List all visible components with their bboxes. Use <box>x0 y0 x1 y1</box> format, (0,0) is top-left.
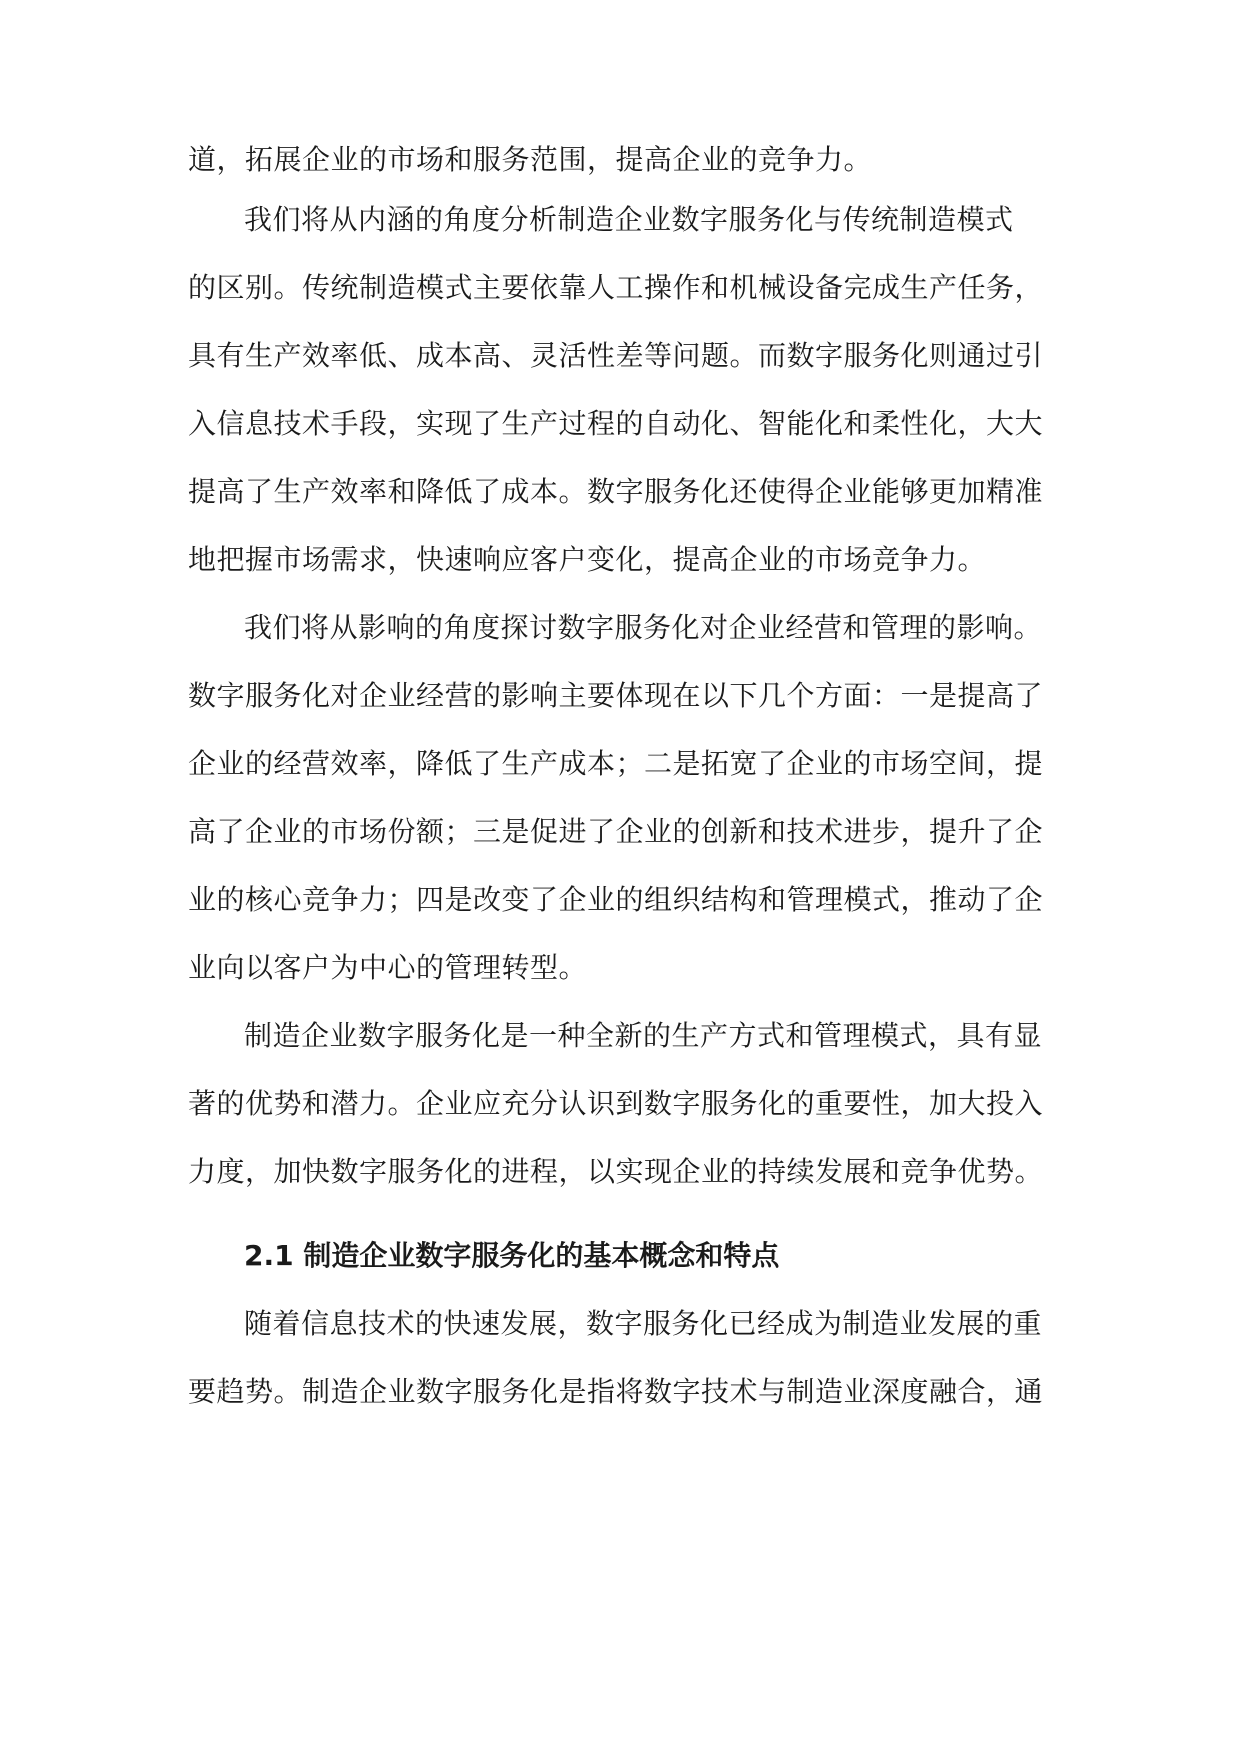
body-line: 道，拓展企业的市场和服务范围，提高企业的竞争力。 <box>188 143 873 176</box>
body-line: 著的优势和潜力。企业应充分认识到数字服务化的重要性，加大投入 <box>188 1087 1044 1120</box>
body-line: 具有生产效率低、成本高、灵活性差等问题。而数字服务化则通过引 <box>188 339 1044 372</box>
paragraph-first-line: 我们将从影响的角度探讨数字服务化对企业经营和管理的影响。 <box>244 611 1043 644</box>
body-line: 入信息技术手段，实现了生产过程的自动化、智能化和柔性化，大大 <box>188 407 1044 440</box>
paragraph-first-line: 我们将从内涵的角度分析制造企业数字服务化与传统制造模式 <box>244 203 1014 236</box>
body-line: 要趋势。制造企业数字服务化是指将数字技术与制造业深度融合，通 <box>188 1375 1044 1408</box>
body-line: 企业的经营效率，降低了生产成本；二是拓宽了企业的市场空间，提 <box>188 747 1044 780</box>
body-line: 数字服务化对企业经营的影响主要体现在以下几个方面：一是提高了 <box>188 679 1044 712</box>
section-heading: 2.1 制造企业数字服务化的基本概念和特点 <box>244 1239 780 1272</box>
body-line: 地把握市场需求，快速响应客户变化，提高企业的市场竞争力。 <box>188 543 987 576</box>
body-line: 高了企业的市场份额；三是促进了企业的创新和技术进步，提升了企 <box>188 815 1044 848</box>
body-line: 业向以客户为中心的管理转型。 <box>188 951 588 984</box>
paragraph-first-line: 随着信息技术的快速发展，数字服务化已经成为制造业发展的重 <box>244 1307 1043 1340</box>
body-line: 提高了生产效率和降低了成本。数字服务化还使得企业能够更加精准 <box>188 475 1044 508</box>
body-line: 业的核心竞争力；四是改变了企业的组织结构和管理模式，推动了企 <box>188 883 1044 916</box>
body-line: 的区别。传统制造模式主要依靠人工操作和机械设备完成生产任务， <box>188 271 1044 304</box>
paragraph-first-line: 制造企业数字服务化是一种全新的生产方式和管理模式，具有显 <box>244 1019 1043 1052</box>
body-line: 力度，加快数字服务化的进程，以实现企业的持续发展和竞争优势。 <box>188 1155 1044 1188</box>
